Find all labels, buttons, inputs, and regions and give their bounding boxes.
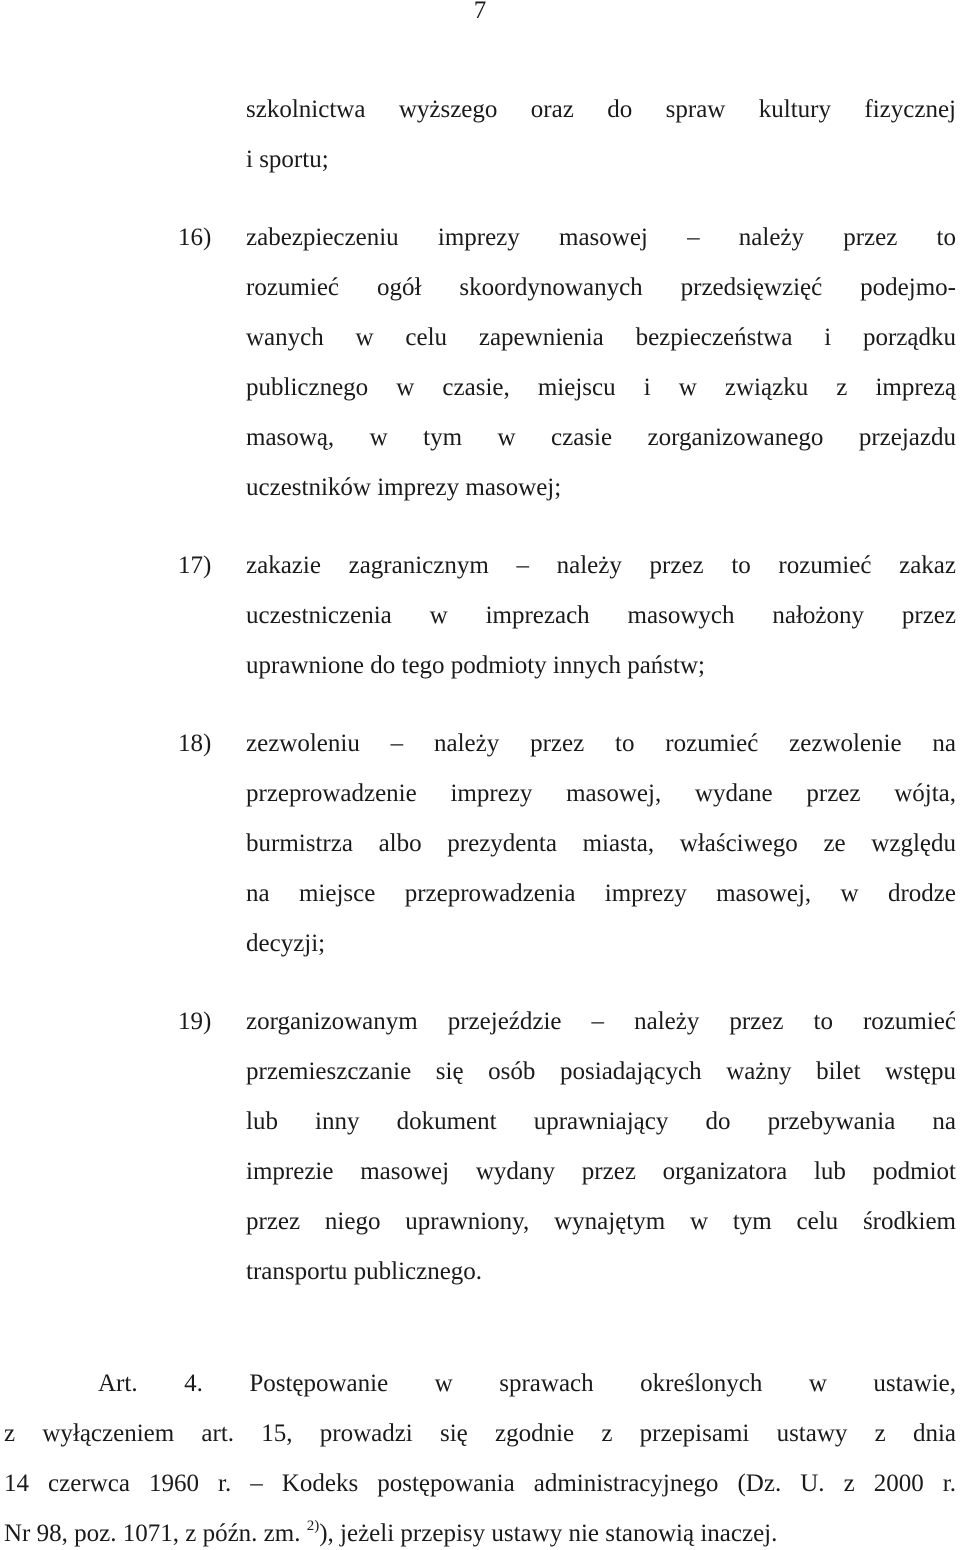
item-19-line-5: przez niego uprawniony, wynajętym w tym celu środkiem — [246, 1208, 956, 1235]
item-19-line-4: imprezie masowej wydany przez organizatora lub podmiot — [246, 1158, 956, 1185]
item-19-number: 19) — [178, 1008, 212, 1035]
item-16-line-4: publicznego w czasie, miejscu i w związku z imprezą — [246, 374, 956, 401]
item-16-line-5: masową, w tym w czasie zorganizowanego przejazdu — [246, 424, 956, 451]
item-19-line-1: zorganizowanym przejeździe – należy przez to rozumieć — [246, 1008, 956, 1035]
item-17-line-1: zakazie zagranicznym – należy przez to rozumieć zakaz — [246, 552, 956, 579]
item-16-line-6: uczestników imprezy masowej; — [246, 474, 562, 501]
item-17-line-3: uprawnione do tego podmioty innych państw; — [246, 652, 705, 679]
item-18-number: 18) — [178, 730, 212, 757]
article-4-line-1: Art. 4. Postępowanie w sprawach określonych w ustawie, — [98, 1370, 956, 1397]
item-16-number: 16) — [178, 224, 212, 251]
footnote-reference: 2) — [306, 1517, 320, 1534]
item-16-line-3: wanych w celu zapewnienia bezpieczeństwa i porządku — [246, 324, 956, 351]
item-17-number: 17) — [178, 552, 212, 579]
item-18-line-3: burmistrza albo prezydenta miasta, właściwego ze względu — [246, 830, 956, 857]
page-number: 7 — [473, 0, 487, 24]
continuation-line-1: szkolnictwa wyższego oraz do spraw kultury fizycznej — [246, 96, 956, 123]
item-18-line-1: zezwoleniu – należy przez to rozumieć zezwolenie na — [246, 730, 956, 757]
article-4-line-3: 14 czerwca 1960 r. – Kodeks postępowania administracyjnego (Dz. U. z 2000 r. — [4, 1470, 956, 1497]
item-19-line-6: transportu publicznego. — [246, 1258, 483, 1285]
item-18-line-2: przeprowadzenie imprezy masowej, wydane przez wójta, — [246, 780, 956, 807]
item-18-line-5: decyzji; — [246, 930, 326, 957]
article-4-line-4-text-after: ), jeżeli przepisy ustawy nie stanowią inaczej. — [319, 1520, 778, 1547]
item-16-line-1: zabezpieczeniu imprezy masowej – należy przez to — [246, 224, 956, 251]
continuation-line-2: i sportu; — [246, 146, 329, 173]
article-4-line-2: z wyłączeniem art. 15, prowadzi się zgodnie z przepisami ustawy z dnia — [4, 1420, 956, 1447]
item-19-line-3: lub inny dokument uprawniający do przebywania na — [246, 1108, 956, 1135]
item-17-line-2: uczestniczenia w imprezach masowych nałożony przez — [246, 602, 956, 629]
item-18-line-4: na miejsce przeprowadzenia imprezy masowej, w drodze — [246, 880, 956, 907]
article-4-line-4-text-before: Nr 98, poz. 1071, z późn. zm. — [4, 1520, 301, 1547]
item-19-line-2: przemieszczanie się osób posiadających ważny bilet wstępu — [246, 1058, 956, 1085]
item-16-line-2: rozumieć ogół skoordynowanych przedsięwzięć podejmo- — [246, 274, 956, 301]
article-4-line-4 — [4, 1519, 956, 1549]
